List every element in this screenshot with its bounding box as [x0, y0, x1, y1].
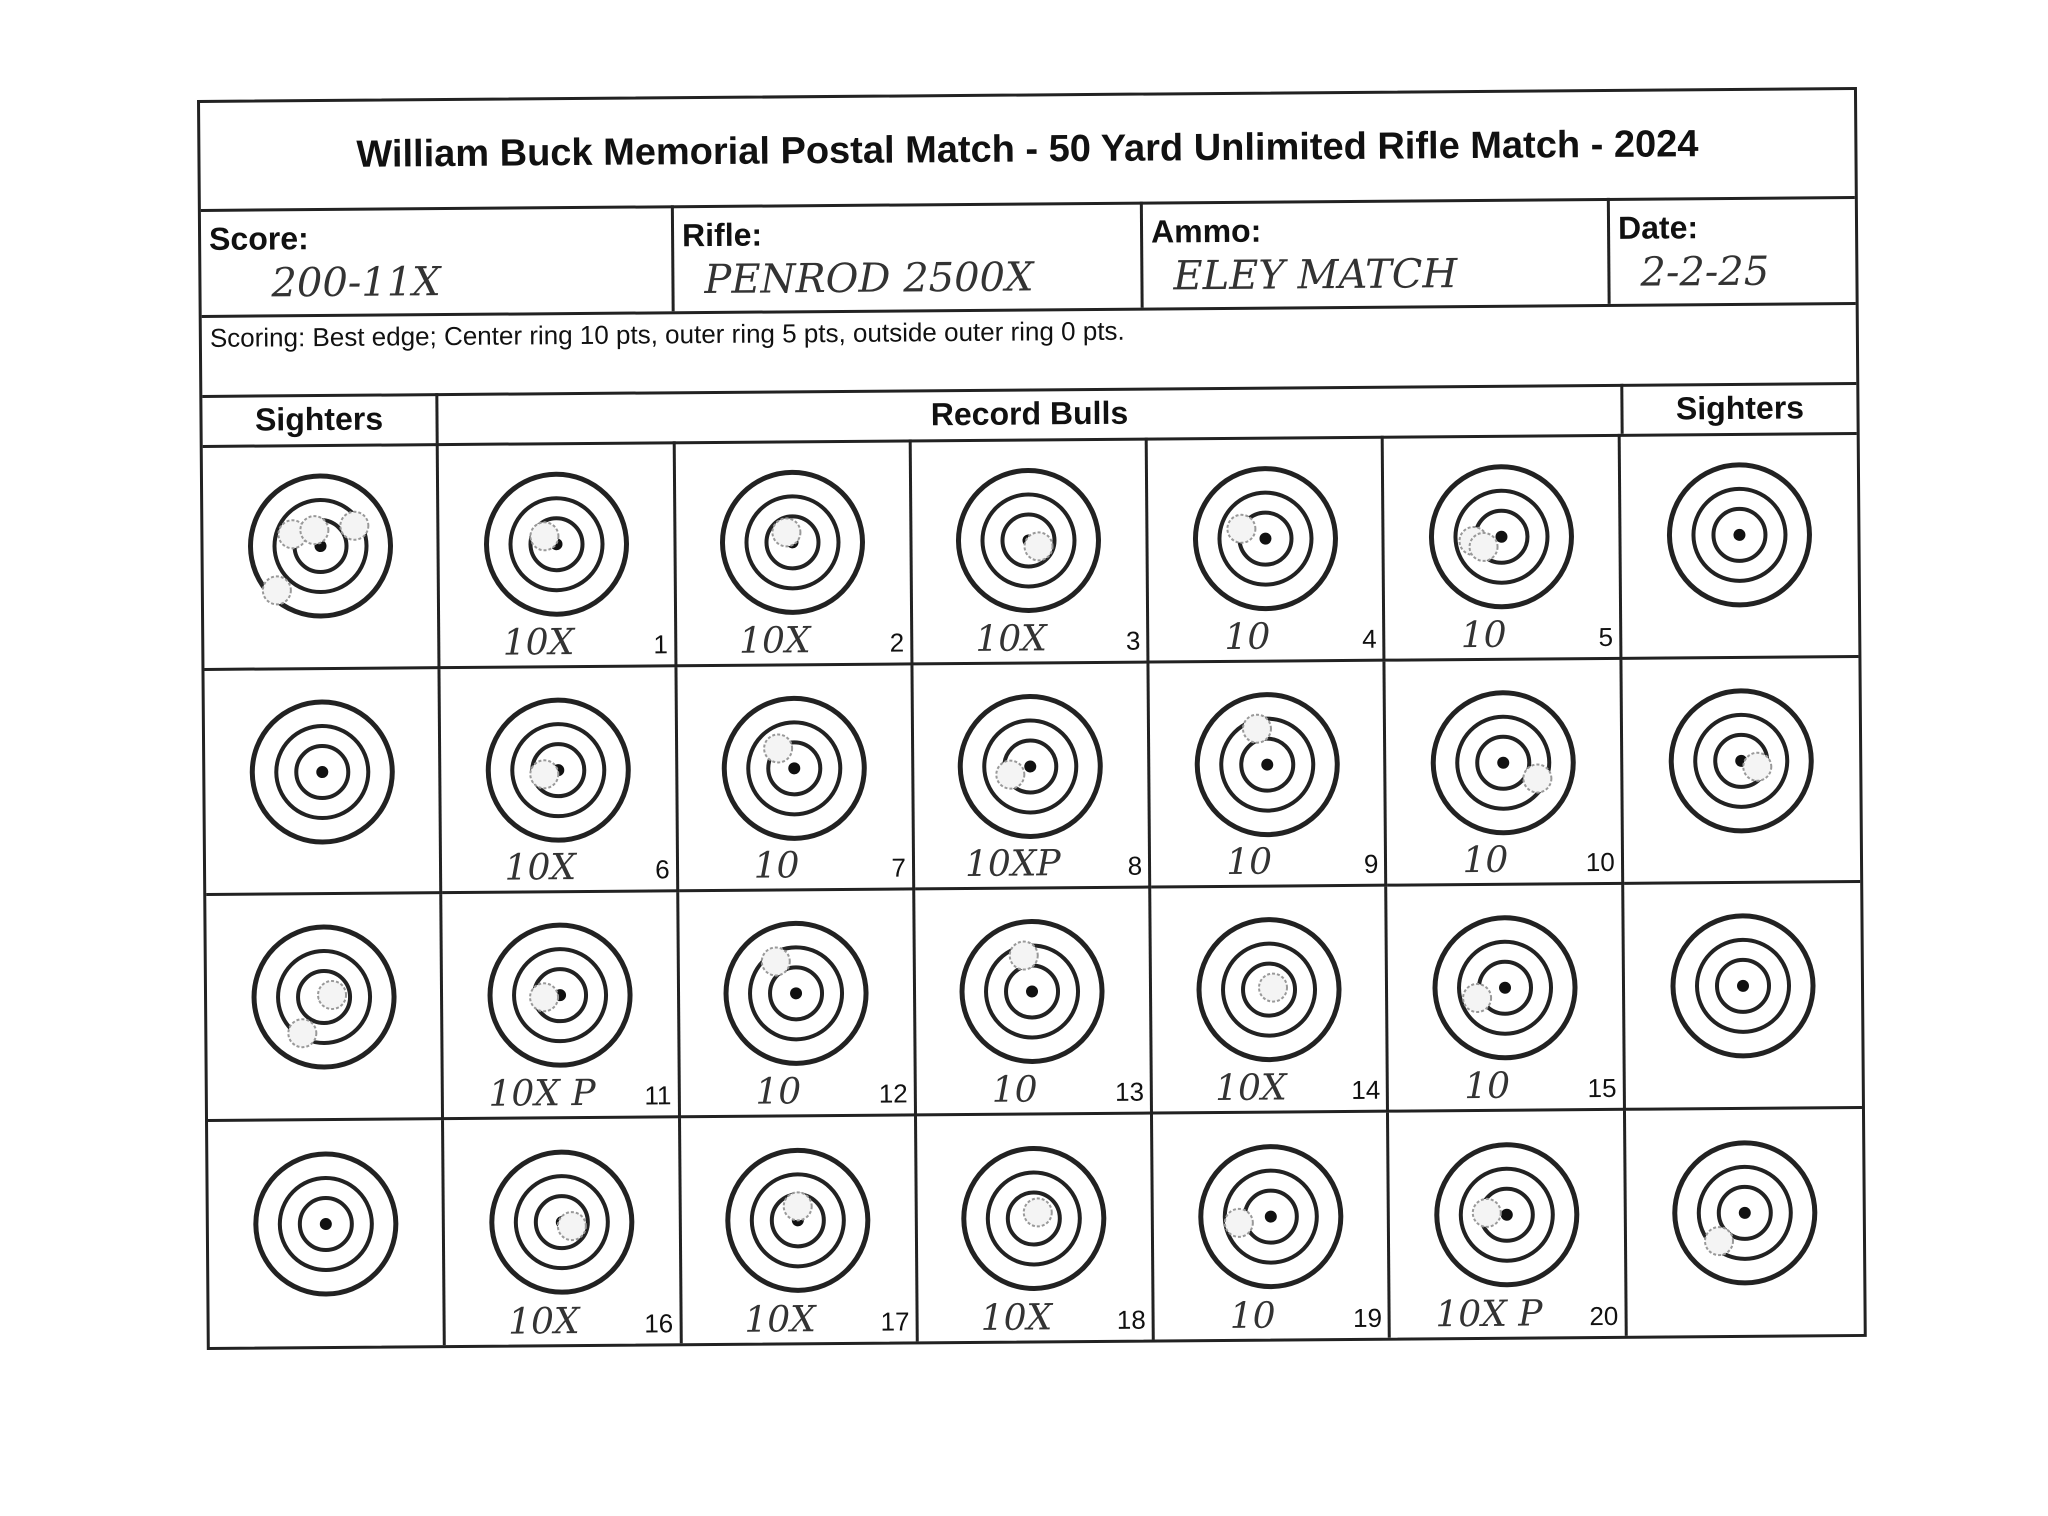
record-bull-target [714, 688, 875, 849]
bull-score: 10 [1224, 616, 1271, 658]
bull-number: 11 [644, 1079, 672, 1111]
target-grid [203, 432, 1864, 1347]
bull-score: 10 [753, 845, 800, 887]
record-bull-cell [439, 441, 677, 668]
record-bull-cell [1388, 885, 1626, 1112]
shot-hole [1743, 753, 1771, 781]
bull-center-dot [1737, 980, 1749, 992]
bull-number: 10 [1585, 846, 1615, 878]
bull-score: 10X [504, 847, 577, 889]
bull-number: 7 [891, 852, 907, 883]
bull-number: 4 [1362, 623, 1377, 654]
bull-number: 2 [889, 626, 905, 658]
bull-center-dot [788, 762, 800, 774]
shot-hole [300, 516, 328, 544]
bull-number: 12 [878, 1077, 908, 1109]
sighter-cell-right [1622, 657, 1860, 884]
shot-hole [1259, 974, 1287, 1002]
bull-center-dot [1259, 533, 1271, 545]
bull-center-dot [1265, 1211, 1277, 1223]
shot-hole [1470, 533, 1498, 561]
record-bull-target [1426, 1134, 1587, 1295]
record-bull-target [948, 460, 1109, 621]
bull-center-dot [316, 766, 328, 778]
record-bull-cell [441, 667, 679, 894]
bull-score: 10X [975, 617, 1047, 660]
rifle-field [674, 202, 1144, 312]
sighter-target [1660, 680, 1821, 841]
bull-center-dot [1261, 758, 1273, 770]
record-bull-target [1185, 458, 1346, 619]
ammo-label: Ammo: [1150, 212, 1262, 250]
record-bull-target [1190, 1136, 1351, 1297]
shot-hole [1225, 1209, 1253, 1237]
bull-score: 10 [1229, 1295, 1276, 1337]
bull-score: 10X [980, 1297, 1053, 1339]
record-bull-cell [1148, 436, 1386, 663]
record-bull-cell [1151, 887, 1389, 1114]
sighter-cell-left [203, 443, 441, 670]
record-bull-cell [1384, 434, 1622, 661]
bull-center-dot [1501, 1209, 1513, 1221]
sighter-cell-right [1624, 883, 1862, 1110]
score-value: 200-11X [271, 259, 441, 307]
score-label: Score: [208, 220, 309, 257]
record-bulls-header: Record Bulls [438, 384, 1623, 443]
bull-score: 10XP [964, 843, 1061, 885]
shot-hole [1025, 533, 1053, 561]
bull-number: 5 [1598, 621, 1614, 652]
bull-score: 10 [1460, 614, 1507, 656]
record-bull-target [712, 462, 873, 623]
bull-number: 18 [1116, 1304, 1146, 1335]
record-bull-cell [1153, 1112, 1391, 1339]
date-label: Date: [1617, 209, 1699, 246]
bull-score: 10 [1462, 839, 1509, 882]
record-bull-cell [679, 890, 917, 1117]
record-bull-target [954, 1138, 1115, 1299]
bull-score: 10X P [1435, 1293, 1543, 1336]
sighters-header-right: Sighters [1675, 388, 1805, 426]
record-bull-cell [915, 889, 1153, 1116]
scoring-rules: Scoring: Best edge; Center ring 10 pts, outer ring 5 pts, outside outer ring 0 pts. [209, 315, 1125, 353]
shot-hole [288, 1019, 316, 1047]
bull-score: 10X [507, 1301, 580, 1343]
bull-center-dot [1026, 986, 1038, 998]
score-field [201, 205, 675, 315]
record-bull-target [1424, 907, 1585, 1068]
shot-hole [558, 1212, 586, 1240]
bull-center-dot [1739, 1207, 1751, 1219]
record-bull-target [1421, 456, 1582, 617]
record-bull-cell [1150, 661, 1388, 888]
shot-hole [530, 523, 558, 551]
record-bull-cell [677, 665, 915, 892]
shot-hole [530, 760, 558, 788]
bull-number: 13 [1114, 1076, 1145, 1107]
bull-score: 10X P [488, 1072, 596, 1115]
sighter-cell-left [206, 894, 444, 1121]
record-bull-target [1186, 684, 1347, 845]
bull-number: 3 [1125, 625, 1141, 656]
shot-hole [1024, 1199, 1052, 1227]
shot-hole [1463, 984, 1491, 1012]
bull-score: 10X [1215, 1066, 1287, 1109]
shot-hole [1010, 942, 1038, 970]
date-value: 2-2-25 [1640, 248, 1770, 296]
bull-score: 10 [1226, 841, 1273, 883]
shot-hole [1705, 1227, 1733, 1255]
bull-score: 10 [1464, 1065, 1511, 1107]
sighters-header-left: Sighters [202, 393, 438, 445]
sighter-target [1664, 1132, 1825, 1293]
bull-number: 19 [1352, 1302, 1383, 1333]
record-bull-target [476, 464, 637, 625]
match-title: William Buck Memorial Postal Match - 50 Yard Unlimited Rifle Match - 2024 [200, 90, 1855, 212]
record-bull-cell [1389, 1110, 1627, 1337]
shot-hole [997, 760, 1025, 788]
sighter-target [1659, 455, 1820, 616]
bull-center-dot [319, 1218, 331, 1230]
record-bull-cell [675, 439, 913, 666]
record-bull-target [952, 911, 1113, 1072]
record-bull-target [717, 1140, 878, 1301]
bull-number: 6 [655, 854, 670, 885]
record-bull-cell [444, 1118, 682, 1345]
info-row [201, 196, 1856, 318]
shot-hole [318, 981, 346, 1009]
sighter-cell-left [208, 1120, 446, 1347]
record-bull-cell [917, 1114, 1155, 1341]
bull-number: 14 [1351, 1074, 1381, 1105]
bull-center-dot [790, 988, 802, 1000]
shot-hole [1227, 515, 1255, 543]
bull-score: 10 [755, 1070, 802, 1113]
record-bull-cell [913, 663, 1151, 890]
record-bull-target [1423, 682, 1584, 843]
shot-hole [762, 948, 790, 976]
sighter-target [240, 466, 401, 627]
shot-hole [530, 984, 558, 1012]
bull-number: 20 [1589, 1300, 1619, 1332]
record-bull-target [1188, 909, 1349, 1070]
bull-center-dot [1499, 982, 1511, 994]
bull-center-dot [1497, 757, 1509, 769]
sighter-cell-right [1620, 432, 1858, 659]
rifle-label: Rifle: [681, 216, 763, 254]
bull-number: 1 [653, 628, 668, 659]
sighter-target [241, 691, 402, 852]
bull-number: 15 [1587, 1072, 1617, 1103]
bull-score: 10X [738, 619, 811, 662]
shot-hole [1523, 764, 1551, 792]
record-bull-target [479, 915, 640, 1076]
record-bull-cell [681, 1116, 919, 1343]
shot-hole [1243, 714, 1271, 742]
sighter-target [245, 1144, 406, 1305]
sighter-target [243, 917, 404, 1078]
record-bull-target [716, 913, 877, 1074]
shot-hole [340, 512, 368, 540]
score-card [197, 87, 1867, 1350]
date-field [1610, 196, 1856, 304]
bull-number: 17 [880, 1306, 910, 1337]
record-bull-cell [1386, 659, 1624, 886]
shot-hole [1473, 1199, 1501, 1227]
record-bull-target [950, 686, 1111, 847]
bull-score: 10X [744, 1299, 817, 1341]
record-bull-cell [912, 438, 1150, 665]
shot-hole [773, 519, 801, 547]
shot-hole [784, 1192, 812, 1220]
shot-hole [764, 734, 792, 762]
record-bull-target [481, 1142, 642, 1303]
sighter-target [1662, 906, 1823, 1067]
ammo-value: ELEY MATCH [1173, 251, 1458, 300]
bull-number: 9 [1363, 848, 1379, 879]
shot-hole [262, 577, 290, 605]
sighter-cell-right [1626, 1108, 1864, 1335]
bull-center-dot [1025, 760, 1037, 772]
bull-number: 16 [644, 1308, 674, 1339]
bull-score: 10 [991, 1068, 1038, 1111]
bull-score: 10X [502, 621, 575, 664]
bull-center-dot [1733, 529, 1745, 541]
sighter-cell-left [204, 669, 442, 896]
ammo-field [1143, 198, 1611, 308]
rifle-value: PENROD 2500X [704, 254, 1034, 304]
bull-number: 8 [1127, 850, 1143, 881]
record-bull-target [478, 689, 639, 850]
record-bull-cell [443, 892, 681, 1119]
